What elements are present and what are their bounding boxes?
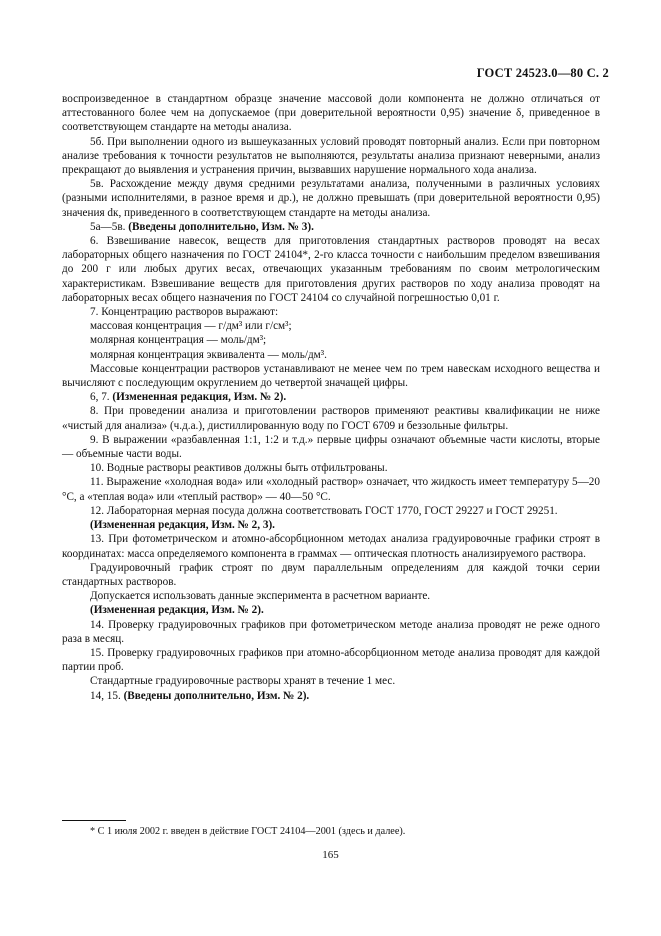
paragraph	[62, 561, 600, 589]
footnote: * С 1 июля 2002 г. введен в действие ГОСТ 24104—2001 (здесь и далее).	[90, 826, 406, 837]
paragraph	[62, 362, 600, 390]
paragraph	[62, 135, 600, 178]
paragraph	[62, 390, 600, 404]
document-header: ГОСТ 24523.0—80 С. 2	[476, 66, 609, 80]
paragraph-text: 5в. Расхождение между двумя средними результатами анализа, полученными в различных условиях (разными исполнителями, в разное время и др.), не должно превышать (при доверительной вероятности 0,95) значения dк, приведенного в соответствующем стандарте на методы анализа.	[62, 178, 600, 219]
paragraph-text: 14, 15.	[90, 689, 124, 702]
amendment-note: (Введены дополнительно, Изм. № 2).	[123, 689, 310, 702]
paragraph-text: Массовые концентрации растворов устанавливают не менее чем по трем навескам исходного вещества и вычисляют с последующим округлением до четвертой значащей цифры.	[62, 362, 600, 390]
paragraph-text: воспроизведенное в стандартном образце значение массовой доли компонента не должно отличаться от аттестованного более чем на допускаемое (при доверительной вероятности 0,95) значение δ, приведенное в соответствующем стандарте на методы анализа.	[62, 93, 600, 134]
amendment-note: (Введены дополнительно, Изм. № 3).	[128, 220, 314, 233]
paragraph-text: Допускается использовать данные эксперимента в расчетном варианте.	[90, 590, 431, 603]
paragraph-text: 9. В выражении «разбавленная 1:1, 1:2 и т.д.» первые цифры означают объемные части кислоты, вторые — объемные части воды.	[62, 433, 600, 461]
paragraph-text: молярная концентрация эквивалента — моль/дм³.	[90, 348, 327, 361]
footnote-divider	[62, 820, 126, 821]
paragraph-text: 8. При проведении анализа и приготовлении растворов применяют реактивы квалификации не ниже «чистый для анализа» (ч.д.а.), дистиллированную воду по ГОСТ 6709 и беззольные фильтры.	[62, 405, 600, 432]
paragraph	[62, 475, 600, 503]
paragraph-text: 7. Концентрацию растворов выражают:	[90, 306, 279, 319]
paragraph	[62, 589, 600, 603]
paragraph-text: 10. Водные растворы реактивов должны быть отфильтрованы.	[90, 462, 388, 475]
paragraph	[62, 518, 600, 532]
paragraph	[62, 433, 600, 461]
paragraph-text: 5б. При выполнении одного из вышеуказанных условий проводят повторный анализ. Если при повторном анализе требования к точности результатов не выполняются, результаты анализа признают неверными, анализ прекращают до выявления и устранения причин, вызвавших нарушение нормального хода анализа.	[62, 135, 600, 177]
page-number: 165	[322, 849, 339, 861]
paragraph-text: 14. Проверку градуировочных графиков при фотометрическом методе анализа проводят не реже одного раза в месяц.	[62, 618, 600, 645]
paragraph	[62, 348, 600, 362]
paragraph-text: 15. Проверку градуировочных графиков при атомно-абсорбционном методе анализа проводят для каждой партии проб.	[62, 646, 600, 674]
paragraph	[62, 504, 600, 518]
amendment-note: (Измененная редакция, Изм. № 2).	[90, 604, 264, 617]
paragraph-text: массовая концентрация — г/дм³ или г/см³;	[90, 320, 292, 333]
paragraph-text: 12. Лабораторная мерная посуда должна соответствовать ГОСТ 1770, ГОСТ 29227 и ГОСТ 29251.	[90, 504, 558, 517]
paragraph	[62, 92, 600, 135]
paragraph	[62, 177, 600, 220]
paragraph	[62, 689, 600, 703]
paragraph-text: 11. Выражение «холодная вода» или «холодный раствор» означает, что жидкость имеет температуру 5—20 °С, а «теплая вода» или «теплый раствор» — 40—50 °С.	[62, 476, 600, 503]
paragraph-text: 6, 7.	[90, 391, 113, 404]
paragraph-text: Градуировочный график строят по двум параллельным определениям для каждой точки серии стандартных растворов.	[62, 561, 600, 588]
paragraph	[62, 618, 600, 646]
amendment-note: (Измененная редакция, Изм. № 2).	[112, 391, 287, 404]
paragraph	[62, 234, 600, 305]
paragraph	[62, 532, 600, 560]
paragraph	[62, 646, 600, 674]
paragraph-text: 6. Взвешивание навесок, веществ для приготовления стандартных растворов проводят на весах лабораторных общего назначения по ГОСТ 24104*, 2-го класса точности с наибольшим пределом взвешивания до 200 г или любых других весах, отвечающих указанным требованиям по своим метрологическим характеристикам. Взвешивание веществ для приготовления других растворов по ходу анализа проводят на лабораторных весах общего назначения по ГОСТ 24104 со случайной погрешностью 0,01 г.	[62, 235, 600, 304]
paragraph	[62, 674, 600, 688]
paragraph	[62, 603, 600, 617]
paragraph	[62, 333, 600, 347]
paragraph	[62, 305, 600, 319]
paragraph-text: молярная концентрация — моль/дм³;	[90, 334, 267, 347]
amendment-note: (Измененная редакция, Изм. № 2, 3).	[90, 519, 275, 532]
paragraph	[62, 461, 600, 475]
paragraph	[62, 404, 600, 432]
paragraph-text: 5а—5в.	[90, 220, 129, 233]
paragraph	[62, 319, 600, 333]
paragraph-text: 13. При фотометрическом и атомно-абсорбционном методах анализа градуировочные графики строят в координатах: масса определяемого компонента в граммах — оптическая плотность анализируемого раствора.	[62, 533, 600, 560]
paragraph	[62, 220, 600, 234]
paragraph-text: Стандартные градуировочные растворы хранят в течение 1 мес.	[90, 675, 396, 688]
document-body	[62, 92, 600, 703]
